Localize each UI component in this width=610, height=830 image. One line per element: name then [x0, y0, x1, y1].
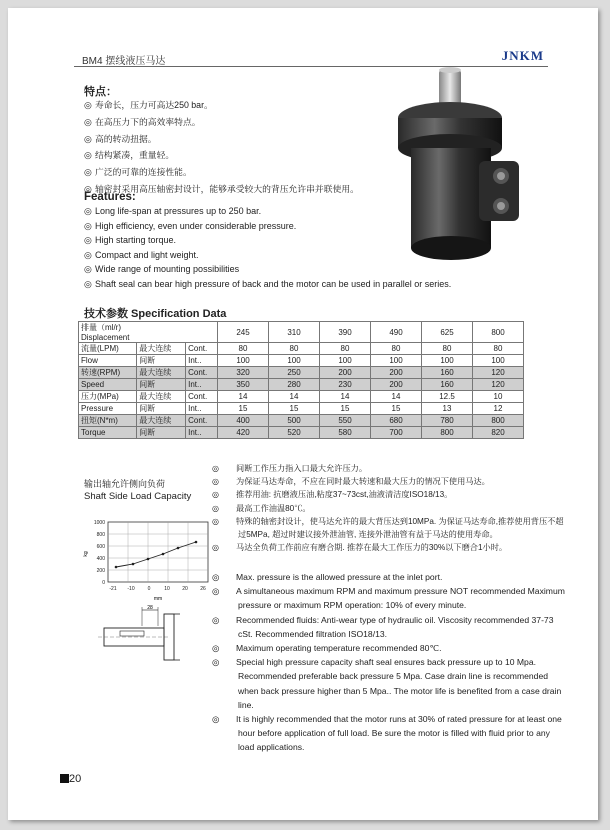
spec-cell: 100 — [371, 355, 422, 367]
bullet-icon: ◎ — [84, 220, 92, 231]
spec-cell: 160 — [422, 379, 473, 391]
spec-cell: 520 — [269, 427, 320, 439]
spec-cell: 680 — [371, 415, 422, 427]
spec-cell: 10 — [473, 391, 524, 403]
spec-row — [79, 367, 524, 379]
spec-header-row — [79, 322, 524, 343]
spec-cell: 流量(LPM) — [79, 343, 137, 355]
spec-cell: 320 — [218, 367, 269, 379]
spec-cell: 700 — [371, 427, 422, 439]
spec-cell: 80 — [218, 343, 269, 355]
bullet-icon: ◎ — [84, 206, 92, 216]
spec-cell: 最大连续 — [137, 415, 186, 427]
feature-en-item: ◎ Compact and light weight. — [84, 248, 451, 263]
note-en-item: ◎ Recommended fluids: Anti-wear type of hydraulic oil. Viscosity recommended 37-73 cSt. Recommended filtration ISO18/13. — [212, 614, 554, 639]
spec-cell: 200 — [371, 367, 422, 379]
brand-logo: JNKM — [501, 48, 544, 63]
bullet-icon: ◎ — [212, 614, 220, 625]
spec-row — [79, 343, 524, 355]
spec-cell: 压力(MPa) — [79, 391, 137, 403]
graph-x-tick: 0 — [147, 586, 151, 592]
spec-cell: Cont. — [186, 415, 218, 427]
graph-y-tick: 200 — [96, 568, 105, 574]
graph-y-tick: 800 — [96, 532, 105, 538]
bullet-icon: ◎ — [212, 643, 220, 654]
spec-header-label: 排量（ml/r) Displacement — [79, 322, 218, 343]
feature-en-item: ◎ Shaft seal can bear high pressure of back and the motor can be used in parallel or series. — [84, 277, 451, 292]
bullet-icon: ◎ — [84, 167, 92, 178]
spec-cell: Int.. — [186, 379, 218, 391]
shaft-load-title-cn: 输出轴允许侧向负荷 — [84, 479, 166, 489]
feature-cn-item: ◎ 广泛的可靠的连接性能。 — [84, 164, 359, 181]
spec-cell: 间断 — [137, 427, 186, 439]
spec-cell: 80 — [320, 343, 371, 355]
shaft-load-graph — [78, 518, 218, 602]
spec-cell: 15 — [269, 403, 320, 415]
spec-cell: 14 — [269, 391, 320, 403]
spec-cell: 80 — [473, 343, 524, 355]
bullet-icon: ◎ — [84, 133, 92, 144]
spec-cell: Flow — [79, 355, 137, 367]
spec-cell: 230 — [320, 379, 371, 391]
bullet-icon: ◎ — [212, 464, 220, 473]
document-page — [8, 8, 598, 820]
features-cn-list — [84, 97, 359, 198]
spec-cell: 转速(RPM) — [79, 367, 137, 379]
spec-cell: 120 — [473, 379, 524, 391]
spec-row — [79, 403, 524, 415]
spec-cell: Int.. — [186, 427, 218, 439]
spec-cell: Pressure — [79, 403, 137, 415]
spec-cell: 最大连续 — [137, 391, 186, 403]
spec-cell: 间断 — [137, 403, 186, 415]
feature-en-item: ◎ High efficiency, even under considerable pressure. — [84, 219, 451, 234]
spec-cell: 160 — [422, 367, 473, 379]
bullet-icon: ◎ — [212, 714, 220, 725]
bullet-icon: ◎ — [84, 264, 92, 275]
feature-cn-item: ◎ 高的转动扭据。 — [84, 131, 359, 148]
note-en-item: ◎ Special high pressure capacity shaft seal ensures back pressure up to 10 Mpa. Recommended preferable back pressure 5 Mpa. Case drain line is recommended when back pressure higher than 5 Mpa.. The motor life is benefited from a case drain line. — [212, 657, 562, 710]
bullet-icon: ◎ — [84, 150, 92, 161]
graph-y-tick: 1000 — [93, 520, 105, 526]
spec-cell: 200 — [371, 379, 422, 391]
page-number-marker — [60, 774, 69, 783]
graph-x-tick: 20 — [182, 586, 188, 592]
spec-cell: 100 — [473, 355, 524, 367]
bullet-icon: ◎ — [212, 490, 220, 500]
spec-cell: 280 — [269, 379, 320, 391]
spec-cell: 100 — [269, 355, 320, 367]
note-cn-item: ◎ 为保证马达寿命，不应在同时最大转速和最大压力的情况下使用马达。 — [225, 475, 565, 488]
bullet-icon: ◎ — [84, 249, 92, 260]
spec-cell: 120 — [473, 367, 524, 379]
bullet-icon: ◎ — [212, 657, 220, 668]
spec-row — [79, 379, 524, 391]
spec-cell: Cont. — [186, 343, 218, 355]
spec-cell: 扭矩(N*m) — [79, 415, 137, 427]
spec-cell: Torque — [79, 427, 137, 439]
notes-en-list — [212, 570, 565, 755]
spec-cell: 100 — [218, 355, 269, 367]
spec-cell: 800 — [473, 415, 524, 427]
feature-cn-item: ◎ 结构紧凑，重量轻。 — [84, 147, 359, 164]
shaft-dimension-label: 28 — [147, 605, 153, 611]
spec-cell: 550 — [320, 415, 371, 427]
spec-cell: 14 — [218, 391, 269, 403]
spec-cell: Int.. — [186, 355, 218, 367]
features-cn-title: 特点： — [84, 86, 117, 98]
spec-cell: 间断 — [137, 379, 186, 391]
graph-y-tick: 0 — [102, 580, 105, 586]
feature-en-item: ◎ Long life-span at pressures up to 250 bar. — [84, 204, 451, 219]
spec-cell: 80 — [269, 343, 320, 355]
spec-cell: 800 — [422, 427, 473, 439]
note-cn-item: ◎ 特殊的轴密封设计，使马达允许的最大背压达到10MPa. 为保证马达寿命,推荐使用背压不超过5MPa, 超过时建议接外泄油管, 连接外泄油管有益于马达的使用寿命。 — [212, 516, 564, 540]
spec-header-cell: 800 — [473, 322, 524, 343]
spec-table — [78, 321, 524, 439]
graph-x-tick: 10 — [164, 586, 170, 592]
shaft-diagram — [96, 604, 206, 662]
page-number — [60, 773, 81, 785]
spec-cell: 12.5 — [422, 391, 473, 403]
page-header — [8, 8, 598, 68]
spec-cell: 420 — [218, 427, 269, 439]
header-subtitle: BM4 摆线液压马达 — [82, 56, 166, 67]
spec-cell: 250 — [269, 367, 320, 379]
bullet-icon: ◎ — [212, 503, 220, 513]
feature-cn-item: ◎ 轴密封采用高压轴密封设计，能够承受较大的背压允许串并联使用。 — [84, 181, 359, 198]
spec-cell: Speed — [79, 379, 137, 391]
spec-row — [79, 391, 524, 403]
spec-cell: 100 — [422, 355, 473, 367]
graph-y-tick: 600 — [96, 544, 105, 550]
spec-header-cell: 245 — [218, 322, 269, 343]
bullet-icon: ◎ — [212, 543, 220, 553]
note-en-item: ◎ Max. pressure is the allowed pressure at the inlet port. — [225, 570, 565, 584]
note-en-item: ◎ Maximum operating temperature recommended 80℃. — [225, 641, 565, 655]
spec-cell: 580 — [320, 427, 371, 439]
bullet-icon: ◎ — [84, 100, 92, 110]
feature-cn-item: ◎ 寿命长，压力可高达250 bar。 — [84, 97, 359, 114]
bullet-icon: ◎ — [84, 183, 92, 194]
spec-cell: 400 — [218, 415, 269, 427]
graph-y-tick: 400 — [96, 556, 105, 562]
spec-cell: 780 — [422, 415, 473, 427]
spec-row — [79, 355, 524, 367]
spec-cell: 80 — [422, 343, 473, 355]
spec-cell: 100 — [320, 355, 371, 367]
note-cn-item: ◎ 最高工作油温80℃。 — [225, 502, 565, 515]
spec-header-cell: 490 — [371, 322, 422, 343]
page-number-text: 20 — [69, 773, 82, 785]
spec-cell: Int.. — [186, 403, 218, 415]
motor-product-image — [391, 66, 523, 274]
spec-cell: 820 — [473, 427, 524, 439]
graph-x-tick: 26 — [200, 586, 206, 592]
spec-cell: 最大连续 — [137, 367, 186, 379]
graph-x-tick: -21 — [109, 586, 117, 592]
spec-cell: 12 — [473, 403, 524, 415]
spec-header-cell: 625 — [422, 322, 473, 343]
note-cn-item: ◎ 马达全负荷工作前应有磨合期. 推荐在最大工作压力的30%以下磨合1小时。 — [225, 541, 565, 554]
spec-cell: 间断 — [137, 355, 186, 367]
spec-title: 技术参数 Specification Data — [84, 308, 227, 320]
graph-x-tick: -10 — [127, 586, 135, 592]
notes-cn-list — [212, 462, 565, 554]
bullet-icon: ◎ — [212, 477, 220, 487]
spec-cell: 15 — [320, 403, 371, 415]
spec-cell: 350 — [218, 379, 269, 391]
graph-y-label: kg — [83, 551, 89, 557]
bullet-icon: ◎ — [212, 516, 220, 526]
spec-cell: Cont. — [186, 367, 218, 379]
bullet-icon: ◎ — [84, 116, 92, 127]
spec-cell: 13 — [422, 403, 473, 415]
graph-x-label: mm — [153, 596, 163, 602]
spec-row — [79, 427, 524, 439]
bullet-icon: ◎ — [212, 586, 220, 597]
spec-cell: 500 — [269, 415, 320, 427]
note-en-item: ◎ It is highly recommended that the motor runs at 30% of rated pressure for at least one hour before application of full load. Be sure the motor is filled with fluid prior to any load applications. — [212, 714, 562, 753]
note-en-item: ◎ A simultaneous maximum RPM and maximum pressure NOT recommended Maximum pressure or maximum RPM operation: 10% of every minute. — [212, 586, 565, 611]
spec-header-cell: 390 — [320, 322, 371, 343]
note-cn-item: ◎ 推荐用油: 抗磨液压油,粘度37~73cst,油液清洁度ISO18/13。 — [225, 488, 565, 501]
spec-cell: 15 — [218, 403, 269, 415]
spec-cell: 14 — [371, 391, 422, 403]
spec-cell: Cont. — [186, 391, 218, 403]
note-cn-item: ◎ 间断工作压力指入口最大允许压力。 — [225, 462, 565, 475]
spec-row — [79, 415, 524, 427]
feature-en-item: ◎ High starting torque. — [84, 233, 451, 248]
feature-en-item: ◎ Wide range of mounting possibilities — [84, 262, 451, 277]
bullet-icon: ◎ — [212, 572, 220, 582]
spec-cell: 14 — [320, 391, 371, 403]
feature-cn-item: ◎ 在高压力下的高效率特点。 — [84, 114, 359, 131]
spec-cell: 200 — [320, 367, 371, 379]
spec-header-cell: 310 — [269, 322, 320, 343]
spec-cell: 15 — [371, 403, 422, 415]
spec-cell: 最大连续 — [137, 343, 186, 355]
shaft-load-title-en: Shaft Side Load Capacity — [84, 491, 192, 502]
spec-cell: 80 — [371, 343, 422, 355]
bullet-icon: ◎ — [84, 235, 92, 246]
bullet-icon: ◎ — [84, 278, 92, 289]
features-en-title: Features: — [84, 191, 136, 203]
